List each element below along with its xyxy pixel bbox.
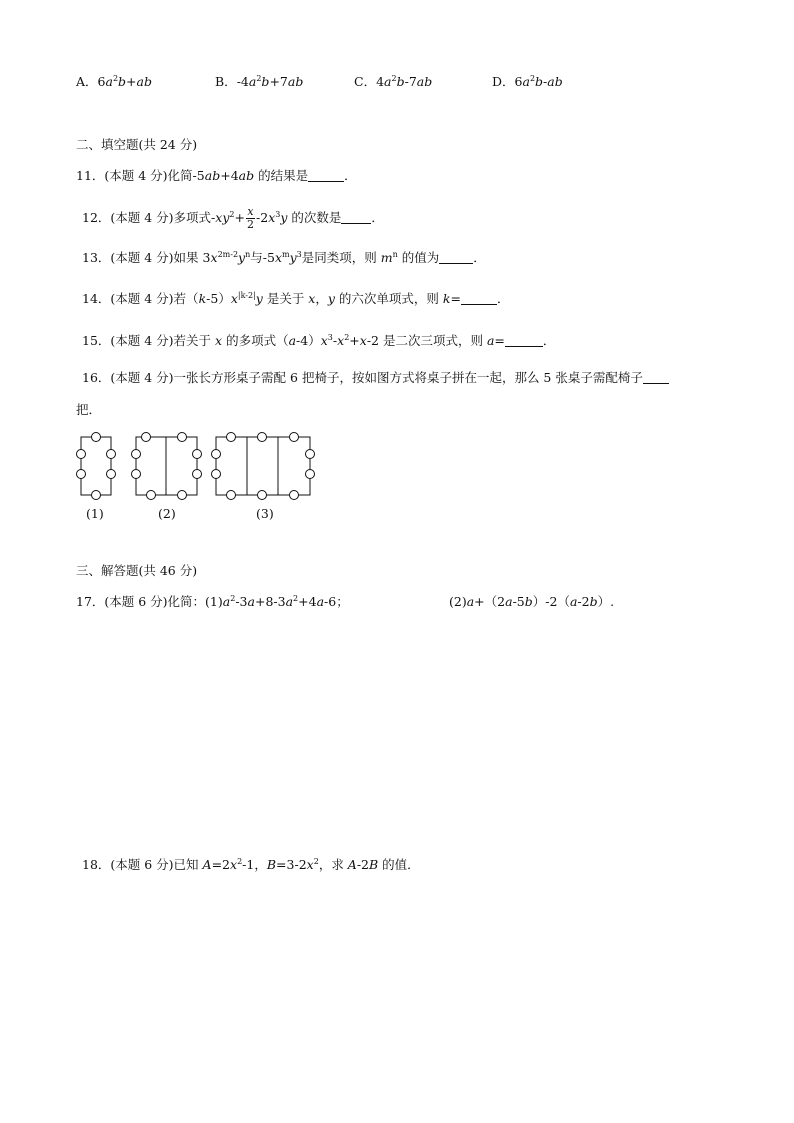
answer-blank[interactable] (439, 251, 473, 264)
answer-blank[interactable] (505, 334, 543, 347)
section-heading-solve: 三、解答题(共 46 分) (76, 563, 198, 578)
option-a: A．$6a^2b+ab$ (76, 74, 152, 89)
chair (306, 470, 315, 479)
table-2-2 (166, 437, 197, 495)
answer-blank[interactable] (461, 292, 497, 305)
chair (290, 491, 299, 500)
chair (107, 450, 116, 459)
figure-label-2: (2) (158, 506, 176, 521)
answer-blank[interactable] (341, 211, 371, 224)
chair (132, 450, 141, 459)
chair (193, 470, 202, 479)
chair (132, 470, 141, 479)
table-diagram (74, 430, 324, 530)
chair (178, 491, 187, 500)
table-arrangement-figure (74, 430, 324, 533)
table-3-3 (278, 437, 310, 495)
question-11: 11．(本题 4 分)化简-5ab+4ab 的结果是 ． (76, 168, 357, 183)
table-3-2 (247, 437, 278, 495)
chair (212, 470, 221, 479)
question-15: 15．(本题 4 分)若关于 x 的多项式$(a-4)x^3-x^2+x-2$ 是二次三项式，则 a= ． (82, 333, 556, 348)
chair (77, 470, 86, 479)
chair (147, 491, 156, 500)
chair (290, 433, 299, 442)
table-2-1 (136, 437, 166, 495)
table-1-1 (81, 437, 111, 495)
question-13: 13．(本题 4 分)如果 $3x^{2m-2}y^n$与$-5x^my^3$是同类项，则 $m^n$ 的值为 ． (82, 250, 486, 265)
chair (193, 450, 202, 459)
chair (178, 433, 187, 442)
figure-label-1: (1) (86, 506, 104, 521)
question-16: 16．(本题 4 分)一张长方形桌子需配 6 把椅子，按如图方式将桌子拼在一起，那么 5 张桌子需配椅子 (82, 370, 669, 386)
chair (258, 491, 267, 500)
chair (258, 433, 267, 442)
chair (92, 433, 101, 442)
table-3-1 (216, 437, 247, 495)
section-heading-fill-in: 二、填空题(共 24 分) (76, 137, 198, 152)
question-16-continuation: 把． (76, 402, 102, 417)
question-18: 18．(本题 6 分)已知 $A=2x^2-1$，$B=3-2x^2$，求 A-2B 的值． (82, 857, 420, 872)
chair (142, 433, 151, 442)
chair (212, 450, 221, 459)
question-12: 12．(本题 4 分)多项式$-xy^2+$ $\frac{x}{2}$ $-2x^3y$ 的次数是 ． (82, 205, 384, 231)
question-14: 14．(本题 4 分)若$(k-5)x^{|k-2|}y$ 是关于 x，y 的六次单项式，则 k= ． (82, 291, 510, 306)
option-d: D．$6a^2b-ab$ (492, 74, 563, 89)
chair (107, 470, 116, 479)
option-b: B．$-4a^2b+7ab$ (215, 74, 304, 89)
answer-blank[interactable] (643, 371, 669, 384)
answer-blank[interactable] (308, 169, 344, 182)
chair (77, 450, 86, 459)
chair (306, 450, 315, 459)
option-c: C．$4a^2b-7ab$ (354, 74, 433, 89)
question-17-part-1: 17．(本题 6 分)化简：$(1)a^2-3a+8-3a^2+4a-6$； (76, 594, 349, 609)
fraction: $\frac{x}{2}$ (247, 205, 254, 231)
figure-label-3: (3) (256, 506, 274, 521)
chair (92, 491, 101, 500)
question-17-part-2: (2)a+（2a-5b）-2（a-2b）. (449, 594, 615, 609)
chair (227, 491, 236, 500)
chair (227, 433, 236, 442)
